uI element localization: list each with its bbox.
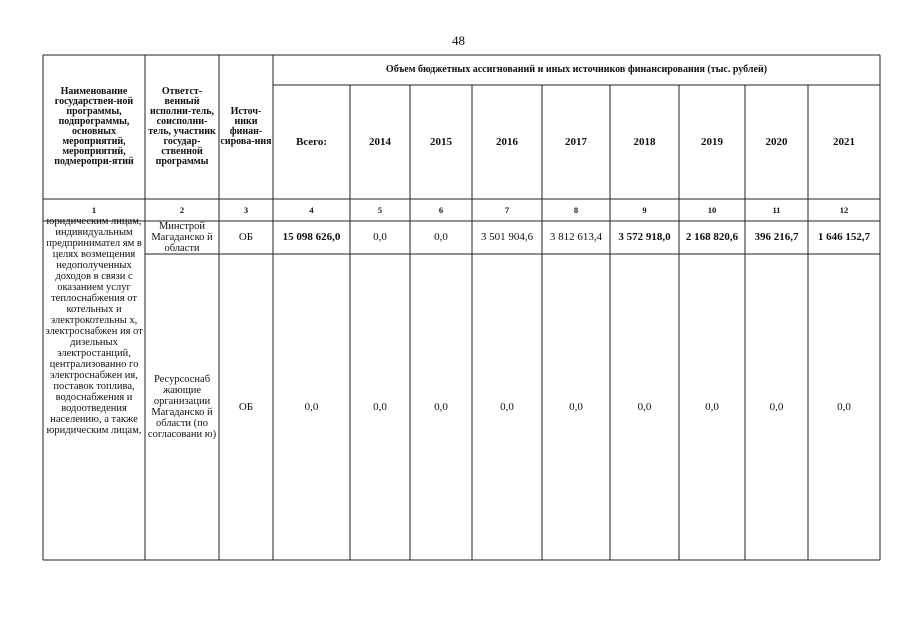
column-number: 3 <box>243 204 249 215</box>
row1-2021: 1 646 152,7 <box>817 231 871 243</box>
header-funding-group: Объем бюджетных ассигнований и иных источников финансирования (тыс. рублей) <box>385 64 768 75</box>
row1-total: 15 098 626,0 <box>282 231 341 243</box>
header-executor: Ответст-венный исполни-тель, соисполни-тель, участник государ-ственной программы <box>148 86 216 167</box>
row1-2018: 3 572 918,0 <box>618 231 671 243</box>
header-year-2019: 2019 <box>701 135 723 148</box>
row2-total: 0,0 <box>304 400 319 413</box>
row1-2014: 0,0 <box>373 231 387 243</box>
header-total: Всего: <box>295 135 328 148</box>
row2-2016: 0,0 <box>500 400 514 413</box>
page-number: 48 <box>452 33 465 48</box>
column-number: 7 <box>504 204 510 215</box>
row2-2014: 0,0 <box>373 400 387 413</box>
row1-2020: 396 216,7 <box>754 231 799 243</box>
column-number: 10 <box>707 204 717 215</box>
row2-2015: 0,0 <box>434 400 448 413</box>
row1-2015: 0,0 <box>434 231 448 243</box>
row2-2017: 0,0 <box>569 400 583 413</box>
column-number: 11 <box>772 204 781 215</box>
row2-2021: 0,0 <box>837 400 851 413</box>
column-number: 4 <box>309 204 314 215</box>
column-number: 6 <box>438 204 444 215</box>
row-name: юридическим лицам, индивидуальным предпринимател ям в целях возмещения недополученных доходов в связи с оказанием услуг теплоснабжения от котельных и электрокотельны х, электроснабжен ия от дизельных электростанций, централизованно го электроснабжен ия, поставок топлива, водоснабжения и водоотведения населению, а также юридическим лицам, <box>45 216 143 437</box>
header-year-2016: 2016 <box>496 135 518 148</box>
header-source: Источ-ники финан-сирова-ния <box>220 106 272 147</box>
row2-executor: Ресурсоснаб жающие организации Магаданско й области (по согласовани ю) <box>147 373 217 441</box>
header-year-2018: 2018 <box>633 135 656 148</box>
header-year-2014: 2014 <box>369 135 391 148</box>
column-number: 2 <box>179 204 185 215</box>
row1-2016: 3 501 904,6 <box>480 231 534 243</box>
row2-2019: 0,0 <box>705 400 719 413</box>
row2-source: ОБ <box>238 400 254 413</box>
row1-source: ОБ <box>238 231 254 243</box>
row2-2018: 0,0 <box>637 400 652 413</box>
column-number: 9 <box>642 204 647 215</box>
header-year-2017: 2017 <box>565 135 587 148</box>
row2-2020: 0,0 <box>769 400 784 413</box>
header-year-2020: 2020 <box>765 135 788 148</box>
column-number: 1 <box>91 204 97 215</box>
row1-executor: Минстрой Магаданско й области <box>151 220 213 255</box>
column-number: 5 <box>377 204 383 215</box>
row1-2019: 2 168 820,6 <box>685 231 739 243</box>
row1-2017: 3 812 613,4 <box>549 231 603 243</box>
column-number: 12 <box>839 204 849 215</box>
column-number: 8 <box>573 204 579 215</box>
header-year-2015: 2015 <box>430 135 452 148</box>
header-name: Наименование государствен-ной программы, подпрограммы, основных мероприятий, мероприятий, подмеропри-ятий <box>54 86 134 167</box>
header-year-2021: 2021 <box>833 135 855 148</box>
